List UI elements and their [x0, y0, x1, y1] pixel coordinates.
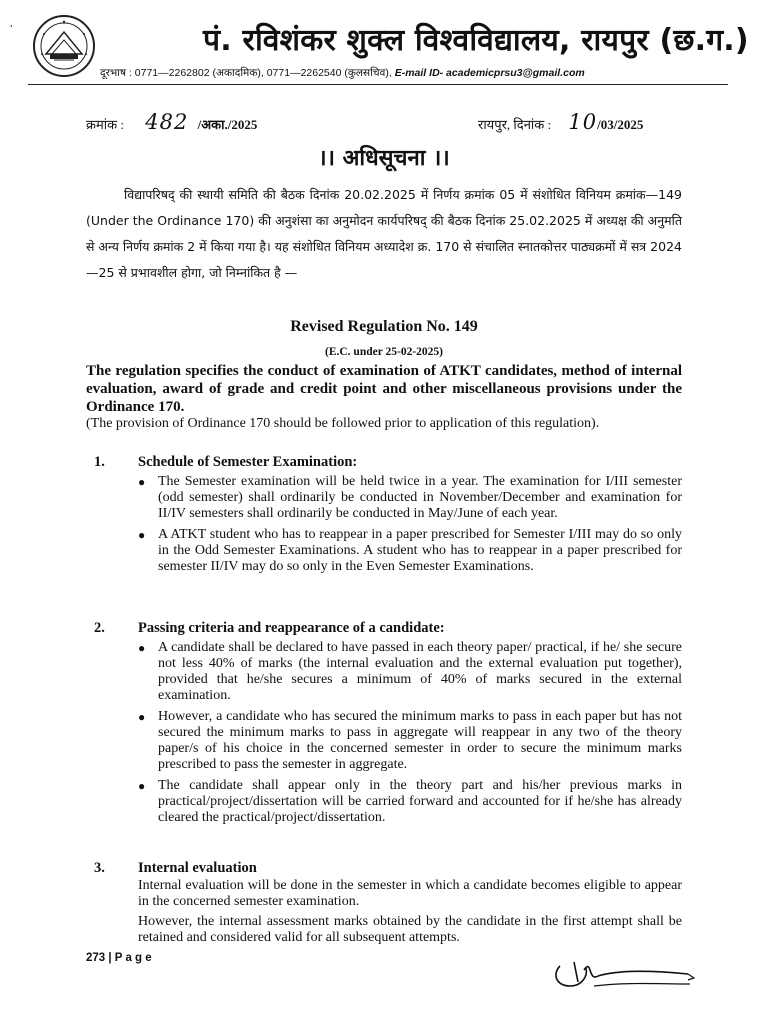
section-2-bullets [136, 640, 682, 831]
section-number: 1. [94, 454, 105, 470]
bullet-text: However, a candidate who has secured the minimum marks to pass in each paper but has not secured the minimum marks to pass in aggregate will reappear in any two of the theory paper/s of his choice in the concerned semester in order to secure the minimum marks prescribed to pass the semester in aggregate. [158, 709, 682, 772]
bullet-text: The candidate shall appear only in the theory part and his/her previous marks in practical/project/dissertation will be carried forward and accounted for if he/she has already cleared the practical/project/dissertation. [158, 778, 682, 825]
bullet-text: A candidate shall be declared to have passed in each theory paper/ practical, if he/ she secure not less 40% of marks (the internal evaluation and the external evaluation put together), provided that he/she secures a minimum of 40% of marks secured in the external examination. [158, 640, 682, 703]
date-rest: /03/2025 [597, 117, 644, 132]
section-number: 2. [94, 620, 105, 636]
phone-numbers: दूरभाष : 0771—2262802 (अकादमिक), 0771—2262540 (कुलसचिव), [100, 67, 392, 79]
section-1-bullets [136, 474, 682, 580]
place-date-label: रायपुर, दिनांक : [478, 117, 552, 132]
contact-line [100, 66, 585, 80]
section-title: Internal evaluation [138, 860, 257, 876]
bullet-item [136, 778, 682, 826]
letterhead [28, 10, 748, 88]
reference-number-suffix: /अका./2025 [197, 117, 258, 132]
reference-date [478, 110, 643, 134]
bullet-text: The Semester examination will be held twice in a year. The examination for I/III semester (odd semester) shall ordinarily be conducted in November/December and examination for II/IV semesters shall ordinarily be conducted in May/June of each year. [158, 474, 682, 521]
bullet-icon: ● [138, 779, 146, 793]
regulation-subtitle: (E.C. under 25-02-2025) [325, 346, 443, 358]
notification-title: ।। अधिसूचना ।। [318, 146, 450, 171]
reference-number-handwritten: 482 [145, 110, 189, 134]
section-title: Schedule of Semester Examination: [138, 454, 358, 470]
section-3-paragraph: Internal evaluation will be done in the semester in which a candidate becomes eligible to appear in the concerned semester examination. [138, 878, 682, 909]
bullet-text: A ATKT student who has to reappear in a paper prescribed for Semester I/III may do so only in the Odd Semester Examinations. A student who has to reappear in a paper prescribed for semester II/IV may do so only in the Even Semester Examinations. [158, 527, 682, 574]
bullet-item [136, 474, 682, 522]
hindi-paragraph: विद्यापरिषद् की स्थायी समिति की बैठक दिनांक 20.02.2025 में निर्णय क्रमांक 05 में संशोधित विनियम क्रमांक—149 (Under the Ordinance 170) की अनुशंसा का अनुमोदन कार्यपरिषद् की बैठक दिनांक 25.02.2025 में अध्यक्ष की अनुमति से अन्य निर्णय क्रमांक 2 में किया गया है। यह संशोधित विनियम अध्यादेश क्र. 170 से संचालित स्नातकोत्तर पाठ्यक्रमों में सत्र 2024—25 से प्रभावशील होगा, जो निम्नांकित है — [86, 187, 682, 280]
bullet-icon: ● [138, 475, 146, 489]
section-3-paragraph: However, the internal assessment marks obtained by the candidate in the first attempt shall be retained and considered valid for all subsequent attempts. [138, 914, 682, 945]
section-number: 3. [94, 860, 105, 876]
university-name: पं. रविशंकर शुक्ल विश्वविद्यालय, रायपुर (छ.ग.) [203, 23, 749, 58]
reference-number [86, 110, 257, 134]
scan-mark: , [10, 18, 13, 29]
regulation-note: (The provision of Ordinance 170 should be followed prior to application of this regulation). [86, 416, 600, 431]
bullet-icon: ● [138, 528, 146, 542]
page-number: 273 | P a g e [86, 952, 152, 964]
bullet-icon: ● [138, 641, 146, 655]
regulation-title: Revised Regulation No. 149 [290, 318, 478, 335]
section-title: Passing criteria and reappearance of a candidate: [138, 620, 445, 636]
date-day-handwritten: 10 [568, 110, 598, 134]
reference-number-label: क्रमांक : [86, 117, 124, 132]
regulation-intro: The regulation specifies the conduct of examination of ATKT candidates, method of internal evaluation, award of grade and credit point and other miscellaneous provisions under the Ordinance 170. [86, 363, 682, 415]
bullet-icon: ● [138, 710, 146, 724]
header-divider [28, 84, 728, 85]
email-address: E-mail ID- academicprsu3@gmail.com [394, 67, 585, 79]
signature-icon [548, 948, 708, 994]
bullet-item [136, 709, 682, 773]
university-seal-icon [32, 14, 96, 78]
bullet-item [136, 527, 682, 575]
bullet-item [136, 640, 682, 704]
